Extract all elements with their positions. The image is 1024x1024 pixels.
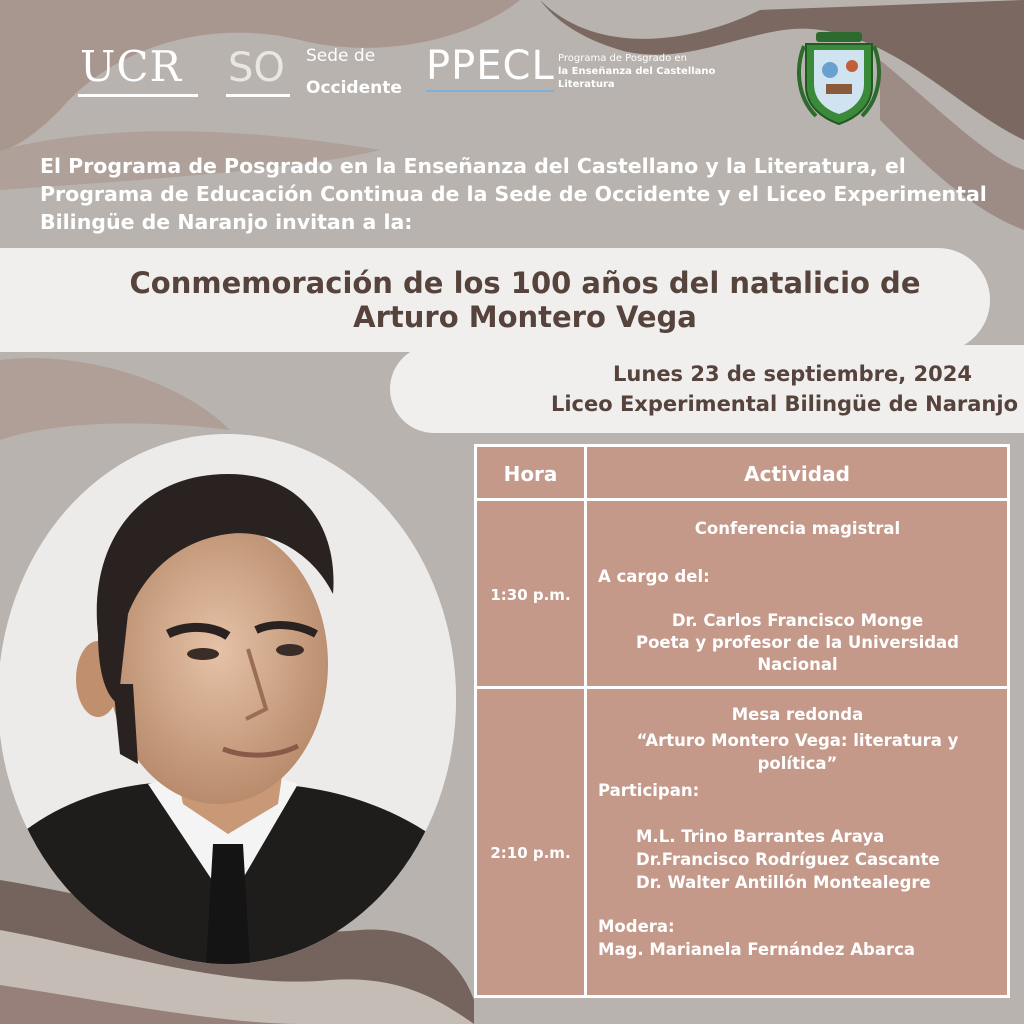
table-column-divider: [584, 444, 587, 998]
event-title-line1: Conmemoración de los 100 años del natalicio de: [129, 266, 921, 300]
header-time: Hora: [503, 462, 558, 486]
row2-subtitle-1: “Arturo Montero Vega: literatura y: [636, 731, 959, 750]
event-title: [60, 266, 990, 334]
ppecl-logo-underline: [426, 90, 554, 92]
so-logo-underline: [226, 94, 290, 97]
event-date: Lunes 23 de septiembre, 2024: [613, 362, 972, 386]
table-row-divider: [474, 686, 1010, 689]
row2-moderator: Mag. Marianela Fernández Abarca: [598, 940, 916, 959]
sede-label-2: Occidente: [306, 78, 402, 98]
row2-label: Participan:: [598, 781, 700, 800]
sede-label-1: Sede de: [306, 46, 376, 66]
table-header-divider: [474, 498, 1010, 501]
row2-title: Mesa redonda: [731, 705, 864, 724]
swirl-left-mid: [0, 358, 230, 440]
ppecl-sub-3: Literatura: [558, 79, 615, 90]
row1-role-2: Nacional: [757, 655, 838, 674]
row2-moderator-label: Modera:: [598, 917, 675, 936]
ppecl-sub-1: Programa de Posgrado en: [558, 53, 687, 64]
row2-participant-2: Dr.Francisco Rodríguez Cascante: [636, 850, 940, 869]
so-logo: SO: [228, 45, 285, 91]
ppecl-logo: PPECL: [426, 43, 555, 89]
row1-role-1: Poeta y profesor de la Universidad: [636, 633, 959, 652]
header-activity: Actividad: [744, 462, 850, 486]
row1-speaker: Dr. Carlos Francisco Monge: [671, 611, 924, 630]
ppecl-subtitle: [558, 52, 728, 91]
row2-subtitle-2: política”: [757, 754, 838, 773]
event-title-line2: Arturo Montero Vega: [353, 300, 697, 334]
event-venue: Liceo Experimental Bilingüe de Naranjo: [550, 392, 1018, 416]
portrait-photo: [0, 434, 456, 964]
ucr-logo-underline: [78, 94, 198, 97]
intro-text: El Programa de Posgrado en la Enseñanza del Castellano y la Literatura, el Programa de Educación Continua de la Sede de Occidente y el Liceo Experimental Bilingüe de Naranjo invitan a la:: [40, 154, 987, 234]
row1-time: 1:30 p.m.: [490, 586, 571, 604]
row2-time: 2:10 p.m.: [490, 844, 571, 862]
school-crest-icon: [796, 26, 882, 126]
row2-participant-1: M.L. Trino Barrantes Araya: [636, 827, 885, 846]
ucr-logo: UCR: [80, 42, 183, 91]
date-banner: [390, 345, 1024, 433]
row1-title: Conferencia magistral: [694, 519, 901, 538]
ppecl-sub-2: la Enseñanza del Castellano: [558, 66, 716, 77]
row1-label: A cargo del:: [598, 567, 710, 586]
row2-participant-3: Dr. Walter Antillón Montealegre: [636, 873, 931, 892]
